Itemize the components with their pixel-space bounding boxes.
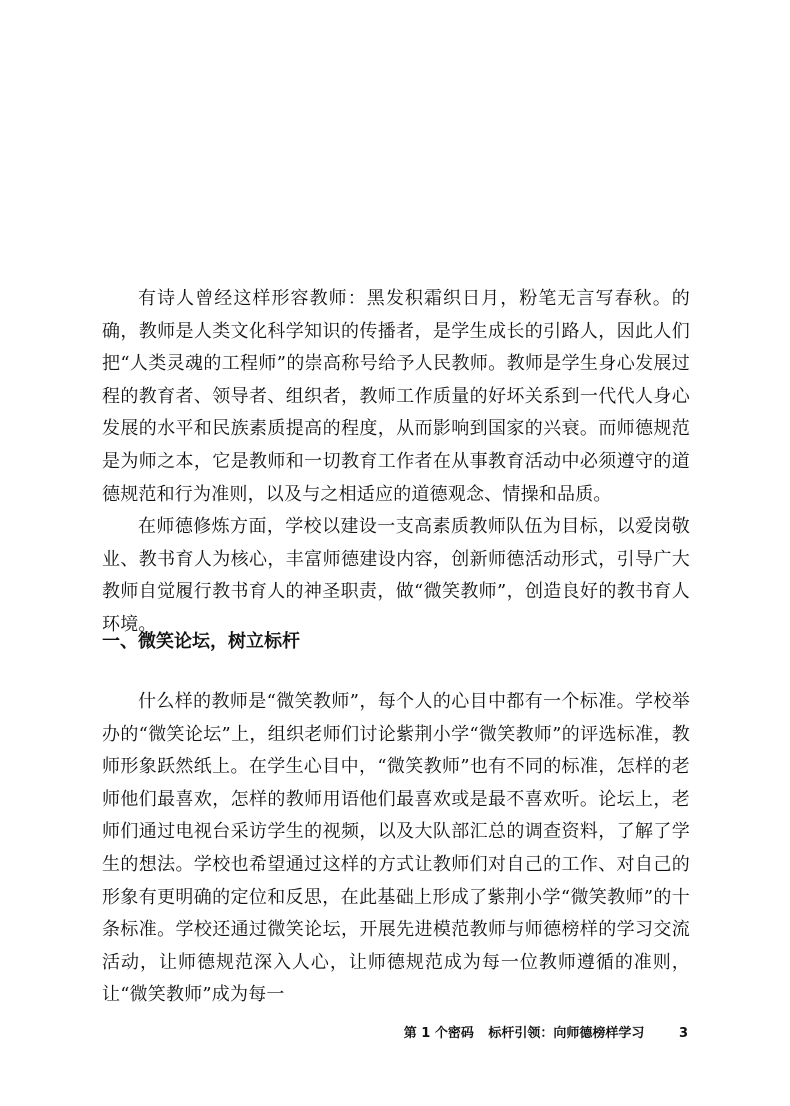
section-heading: 一、微笑论坛，树立标杆 (102, 631, 300, 652)
forum-paragraph: 什么样的教师是“微笑教师”，每个人的心目中都有一个标准。学校举办的“微笑论坛”上，组织老师们讨论紫荆小学“微笑教师”的评选标准，教师形象跃然纸上。在学生心目中，“微笑教师”也有不同的标准，怎样的老师他们最喜欢，怎样的教师用语他们最喜欢或是最不喜欢听。论坛上，老师们通过电视台采访学生的视频，以及大队部汇总的调查资料，了解了学生的想法。学校也希望通过这样的方式让教师们对自己的工作、对自己的形象有更明确的定位和反思，在此基础上形成了紫荆小学“微笑教师”的十条标准。学校还通过微笑论坛，开展先进模范教师与师德榜样的学习交流活动，让师德规范深入人心，让师德规范成为每一位教师遵循的准则，让“微笑教师”成为每一 (102, 691, 690, 1006)
page-footer (404, 1024, 688, 1044)
forum-paragraph-block (102, 686, 690, 1012)
school-paragraph: 在师德修炼方面，学校以建设一支高素质教师队伍为目标，以爱岗敬业、教书育人为核心，丰富师德建设内容，创新师德活动形式，引导广大教师自觉履行教书育人的神圣职责，做“微笑教师”，创造良好的教书育人环境。 (102, 516, 690, 635)
footer-chapter: 第 1 个密码 (403, 1026, 474, 1041)
school-paragraph-block (102, 511, 690, 641)
page-number: 3 (678, 1026, 688, 1041)
intro-paragraph: 有诗人曾经这样形容教师：黑发积霜织日月，粉笔无言写春秋。的确，教师是人类文化科学知识的传播者，是学生成长的引路人，因此人们把“人类灵魂的工程师”的崇高称号给予人民教师。教师是学生身心发展过程的教育者、领导者、组织者，教师工作质量的好坏关系到一代代人身心发展的水平和民族素质提高的程度，从而影响到国家的兴衰。而师德规范是为师之本，它是教师和一切教育工作者在从事教育活动中必须遵守的道德规范和行为准则，以及与之相适应的道德观念、情操和品质。 (102, 288, 690, 505)
footer-title: 标杆引领：向师德榜样学习 (488, 1026, 645, 1041)
intro-paragraph-block (102, 283, 690, 511)
